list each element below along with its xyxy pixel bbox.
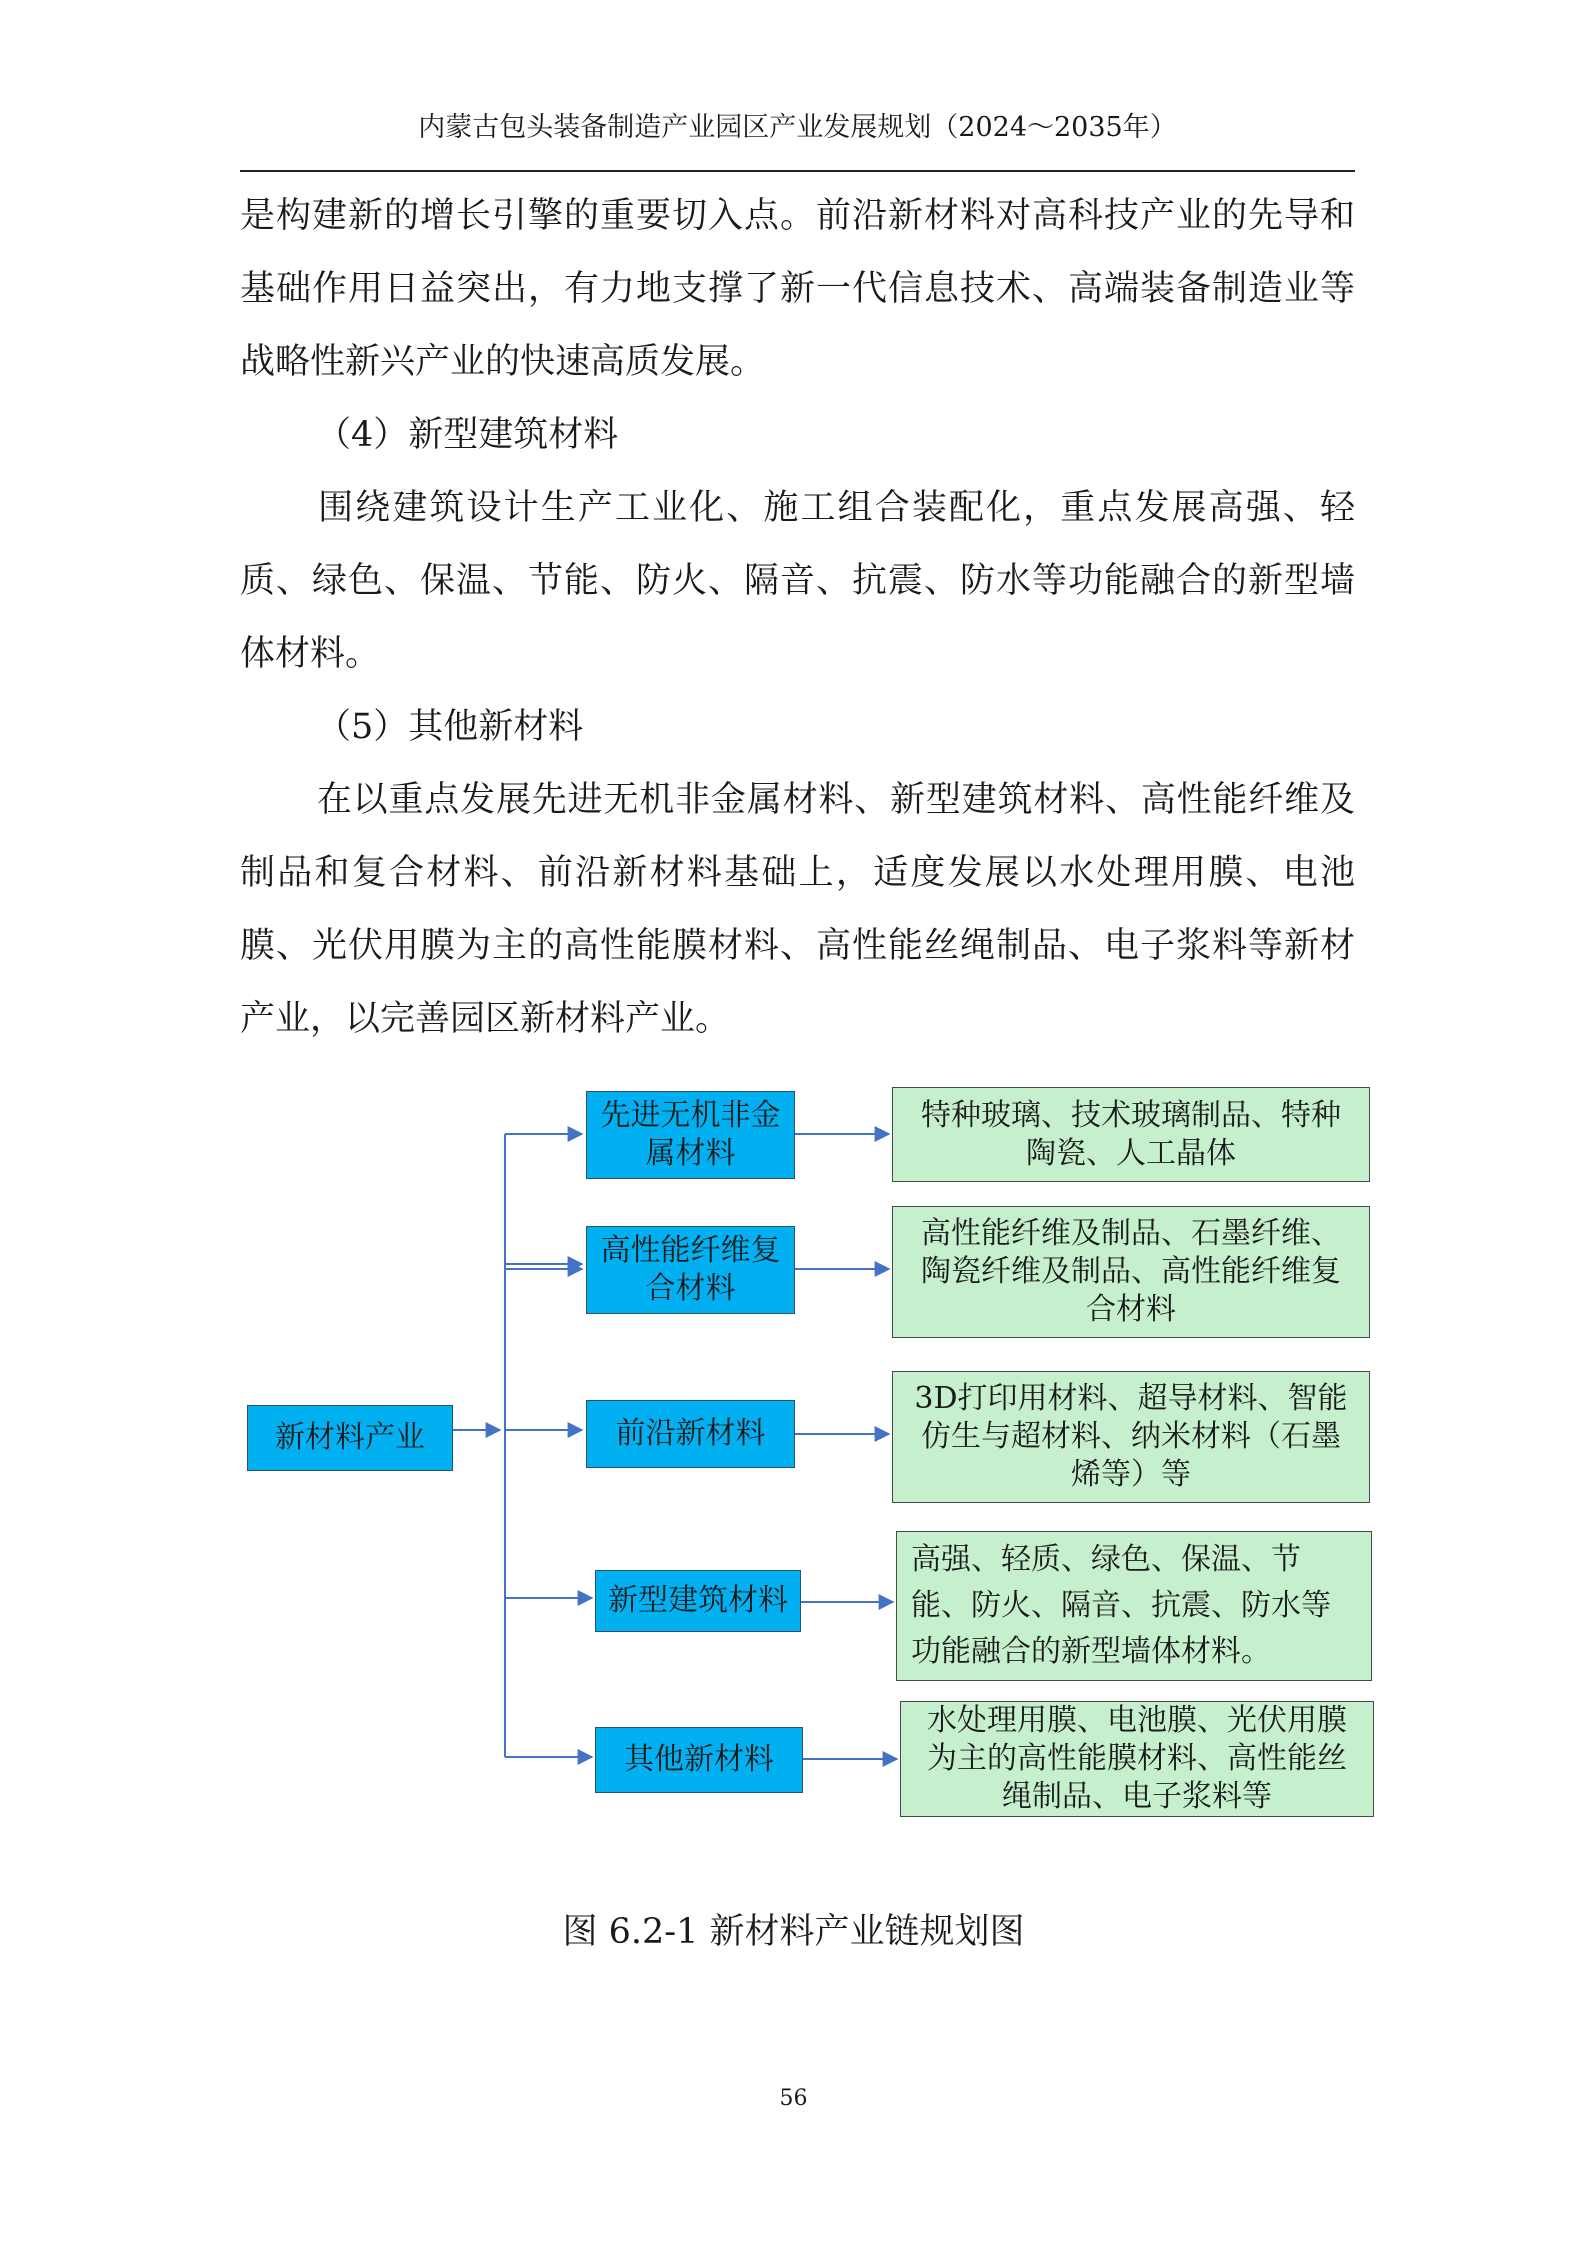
diagram-detail-2: 高性能纤维及制品、石墨纤维、陶瓷纤维及制品、高性能纤维复合材料 (892, 1206, 1370, 1338)
diagram-root-node: 新材料产业 (247, 1405, 453, 1471)
section-heading-4: （4）新型建筑材料 (316, 415, 619, 455)
body-paragraph-2 (240, 472, 1355, 691)
diagram-detail-4: 高强、轻质、绿色、保温、节能、防火、隔音、抗震、防水等功能融合的新型墙体材料。 (896, 1531, 1372, 1681)
diagram-category-3: 前沿新材料 (586, 1400, 795, 1468)
header-rule (240, 170, 1355, 172)
diagram-detail-1: 特种玻璃、技术玻璃制品、特种陶瓷、人工晶体 (892, 1087, 1370, 1182)
running-header: 内蒙古包头装备制造产业园区产业发展规划（2024～2035年） (418, 112, 1177, 143)
section-heading-5: （5）其他新材料 (316, 707, 584, 747)
body-paragraph-1: 是构建新的增长引擎的重要切入点。前沿新材料对高科技产业的先导和基础作用日益突出，有力地支撑了新一代信息技术、高端装备制造业等战略性新兴产业的快速高质发展。 (240, 196, 1355, 382)
body-paragraph-2-text: 围绕建筑设计生产工业化、施工组合装配化，重点发展高强、轻质、绿色、保温、节能、防火、隔音、抗震、防水等功能融合的新型墙体材料。 (240, 488, 1355, 674)
body-paragraph-3-text: 在以重点发展先进无机非金属材料、新型建筑材料、高性能纤维及制品和复合材料、前沿新材料基础上，适度发展以水处理用膜、电池膜、光伏用膜为主的高性能膜材料、高性能丝绳制品、电子浆料等新材产业，以完善园区新材料产业。 (240, 780, 1355, 1039)
body-paragraph-3 (240, 764, 1355, 1056)
diagram-category-2: 高性能纤维复合材料 (586, 1226, 795, 1314)
diagram-detail-5: 水处理用膜、电池膜、光伏用膜为主的高性能膜材料、高性能丝绳制品、电子浆料等 (900, 1701, 1374, 1817)
diagram-category-1: 先进无机非金属材料 (586, 1091, 795, 1179)
diagram-category-5: 其他新材料 (595, 1727, 803, 1793)
diagram-category-4: 新型建筑材料 (595, 1570, 801, 1632)
page-number: 56 (779, 2086, 808, 2111)
figure-caption: 图 6.2-1 新材料产业链规划图 (562, 1912, 1025, 1952)
diagram-detail-3: 3D打印用材料、超导材料、智能仿生与超材料、纳米材料（石墨烯等）等 (892, 1371, 1370, 1503)
